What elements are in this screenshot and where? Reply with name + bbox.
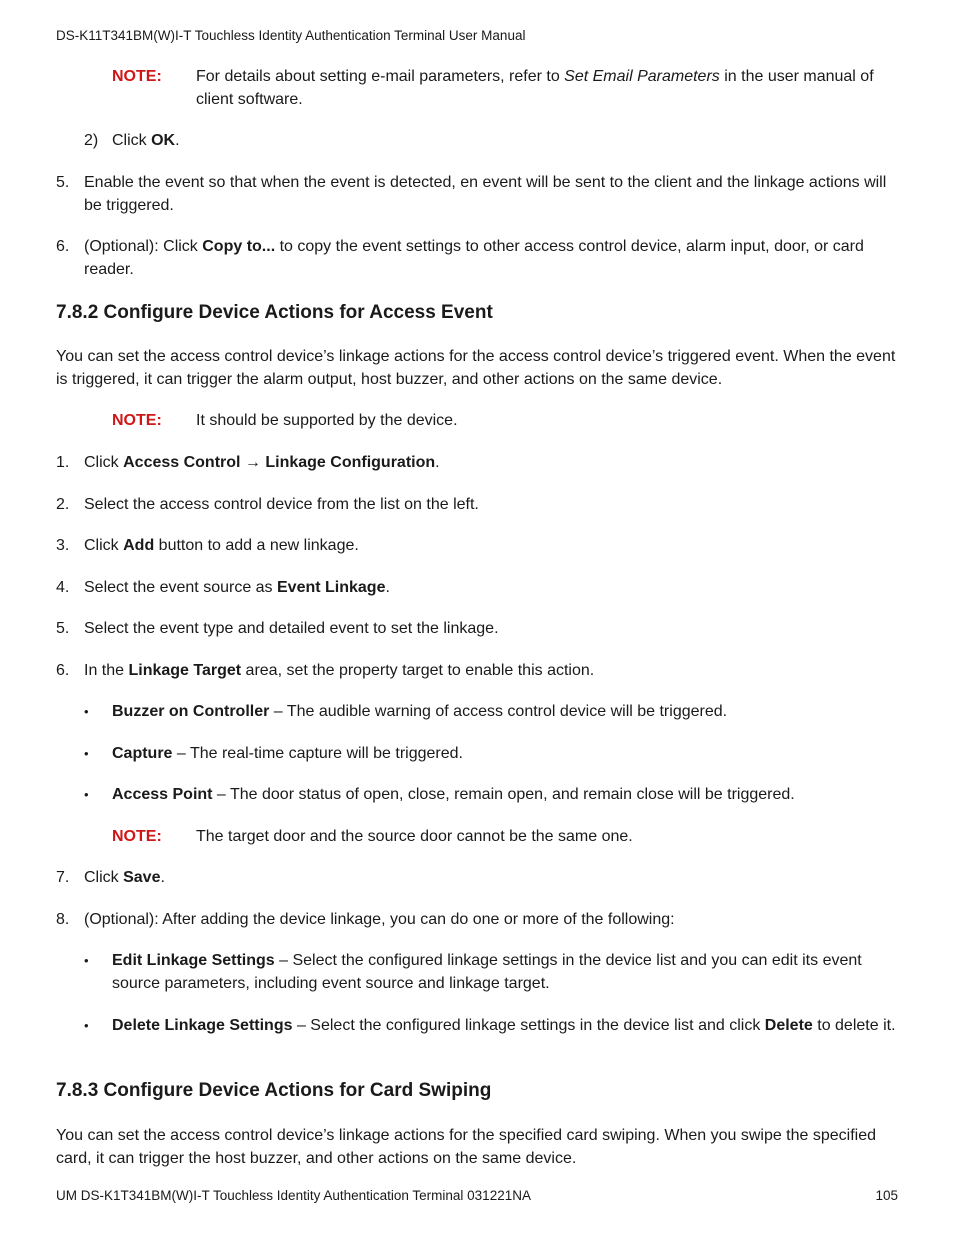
- bullet-edit-linkage-settings: [84, 949, 902, 995]
- step-text: Click Add button to add a new linkage.: [84, 537, 359, 554]
- bullet-access-point: [84, 783, 902, 806]
- step-3-click-add: [56, 534, 902, 557]
- step-number: 3.: [56, 537, 70, 554]
- note-email-parameters: [112, 65, 902, 111]
- step-5-event-type: [56, 617, 902, 640]
- step-text: Select the event type and detailed event to set the linkage.: [84, 620, 499, 637]
- substep-text: Click OK.: [112, 132, 180, 149]
- bullet-text: Buzzer on Controller – The audible warning of access control device will be triggered.: [112, 703, 728, 720]
- step-text: Enable the event so that when the event is detected, en event will be sent to the client and the linkage actions will be triggered.: [84, 174, 887, 214]
- step-text: Click Access Control → Linkage Configuration.: [84, 454, 440, 471]
- note-label: NOTE:: [112, 68, 162, 85]
- step-6-linkage-target: [56, 659, 902, 682]
- bullet-icon: •: [84, 953, 89, 968]
- step-text: Select the event source as Event Linkage.: [84, 579, 390, 596]
- step-number: 6.: [56, 662, 70, 679]
- bullet-icon: •: [84, 1018, 89, 1033]
- bullet-delete-linkage-settings: [84, 1014, 902, 1037]
- bullet-icon: •: [84, 704, 89, 719]
- bullet-text: Capture – The real-time capture will be triggered.: [112, 745, 463, 762]
- bullet-icon: •: [84, 787, 89, 802]
- step-1-linkage-configuration: [56, 451, 902, 474]
- step-number: 7.: [56, 869, 70, 886]
- note-text: It should be supported by the device.: [196, 412, 458, 429]
- step-number: 5.: [56, 620, 70, 637]
- step-number: 8.: [56, 911, 70, 928]
- page-footer: [56, 1188, 898, 1203]
- step-7-click-save: [56, 866, 902, 889]
- step-text: Click Save.: [84, 869, 165, 886]
- step-number: 1.: [56, 454, 70, 471]
- section-intro-paragraph: You can set the access control device’s linkage actions for the access control device’s triggered event. When the event is triggered, it can trigger the alarm output, host buzzer, and other actions on the same device.: [56, 348, 896, 388]
- step-text: In the Linkage Target area, set the property target to enable this action.: [84, 662, 595, 679]
- substep-number: 2): [84, 132, 99, 149]
- step-number: 5.: [56, 174, 70, 191]
- step-number: 4.: [56, 579, 70, 596]
- section-heading-7-8-3: 7.8.3 Configure Device Actions for Card Swiping: [56, 1080, 492, 1101]
- note-label: NOTE:: [112, 412, 162, 429]
- bullet-text: Edit Linkage Settings – Select the configured linkage settings in the device list and you can edit its event source parameters, including event source and linkage target.: [112, 952, 862, 992]
- section-intro-paragraph: You can set the access control device’s linkage actions for the specified card swiping. When you swipe the specified card, it can trigger the host buzzer, and other actions on the same device.: [56, 1127, 877, 1167]
- step-2-select-device: [56, 493, 902, 516]
- note-device-support: [112, 409, 902, 432]
- bullet-buzzer-on-controller: [84, 700, 902, 723]
- note-text: For details about setting e-mail parameters, refer to Set Email Parameters in the user manual of client software.: [196, 68, 874, 108]
- page-header: DS-K11T341BM(W)I-T Touchless Identity Authentication Terminal User Manual: [56, 28, 526, 43]
- step-8-optional: [56, 908, 902, 931]
- section-heading-7-8-2: 7.8.2 Configure Device Actions for Access Event: [56, 302, 493, 323]
- bullet-text: Delete Linkage Settings – Select the configured linkage settings in the device list and click Delete to delete it.: [112, 1017, 896, 1034]
- bullet-text: Access Point – The door status of open, close, remain open, and remain close will be triggered.: [112, 786, 795, 803]
- substep-click-ok: [84, 129, 902, 152]
- step-6-copy-to: [56, 235, 902, 281]
- step-number: 2.: [56, 496, 70, 513]
- step-4-event-source: [56, 576, 902, 599]
- page-number: 105: [875, 1188, 898, 1203]
- footer-document-id: UM DS-K1T341BM(W)I-T Touchless Identity Authentication Terminal 031221NA: [56, 1188, 531, 1203]
- step-text: (Optional): Click Copy to... to copy the event settings to other access control device, alarm input, door, or card reader.: [84, 238, 864, 278]
- step-number: 6.: [56, 238, 70, 255]
- note-target-door: [112, 825, 902, 848]
- step-text: Select the access control device from the list on the left.: [84, 496, 479, 513]
- note-text: The target door and the source door cannot be the same one.: [196, 828, 633, 845]
- note-label: NOTE:: [112, 828, 162, 845]
- bullet-icon: •: [84, 746, 89, 761]
- bullet-capture: [84, 742, 902, 765]
- step-5-enable-event: [56, 171, 902, 217]
- step-text: (Optional): After adding the device linkage, you can do one or more of the following:: [84, 911, 675, 928]
